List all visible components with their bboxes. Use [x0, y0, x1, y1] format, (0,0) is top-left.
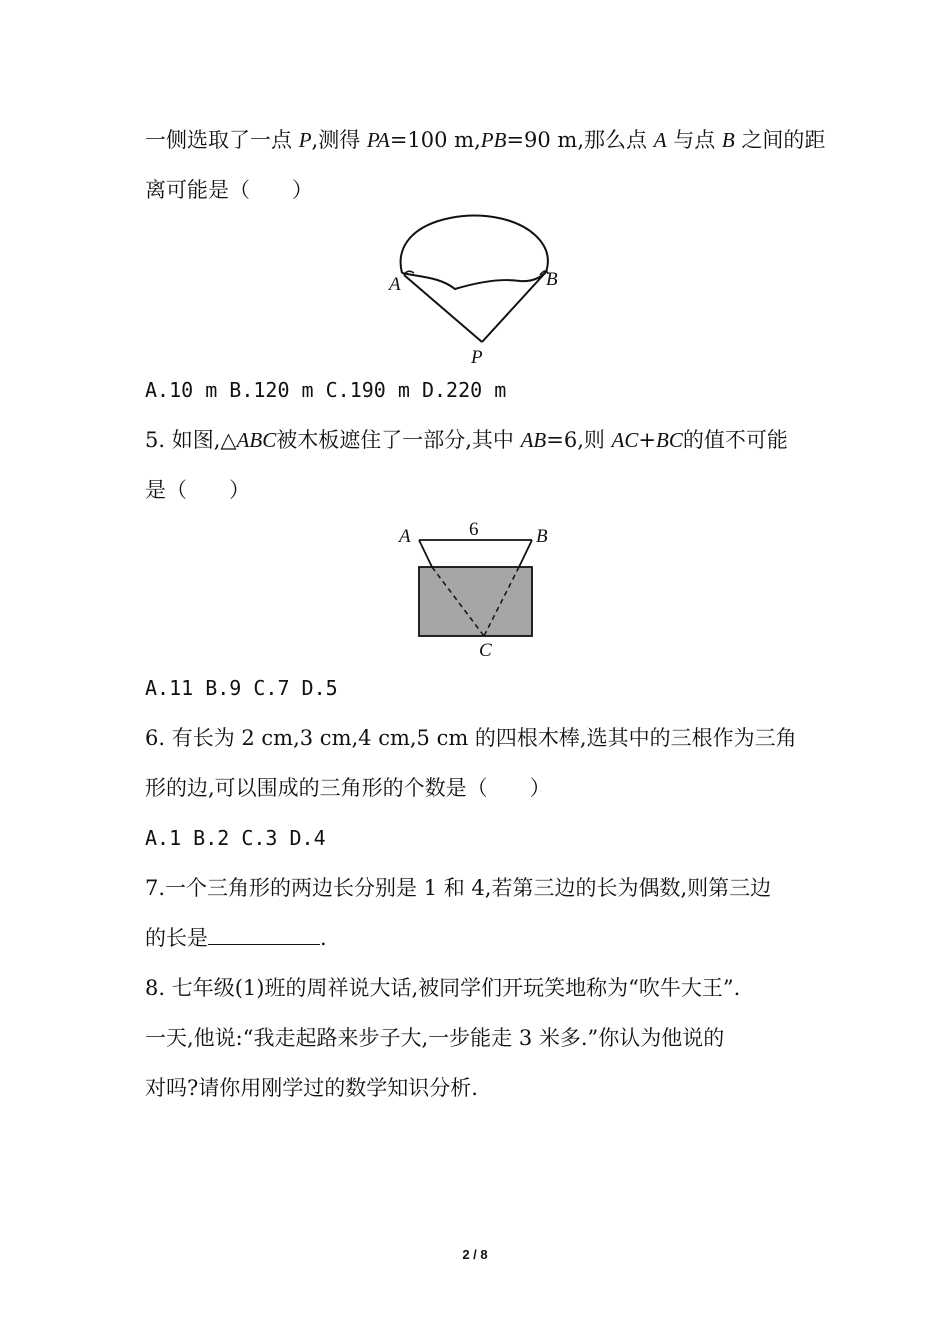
q5-text-line-2: 是（ ） [145, 478, 250, 502]
triangle-abc: ABC [236, 428, 277, 452]
segment-pb: PB [480, 128, 507, 152]
q5-text-line-1 [145, 426, 788, 454]
text-run: 被木板遮住了一部分,其中 [276, 428, 521, 452]
segment-pa: PA [366, 128, 390, 152]
q4-text-line-2: 离可能是（ ） [145, 178, 313, 202]
segment-pb-line [482, 272, 546, 342]
point-b: B [721, 128, 735, 152]
label-a: A [389, 274, 401, 295]
q6-text-line-2: 形的边,可以围成的三角形的个数是（ ） [145, 776, 551, 800]
q6-text-line-1: 6. 有长为 2 cm,3 cm,4 cm,5 cm 的四根木棒,选其中的三根作为三角 [145, 726, 797, 750]
label-b: B [536, 526, 548, 547]
text-run: 之间的距 [734, 128, 826, 152]
plus-sign: + [638, 428, 656, 452]
label-p: P [471, 347, 483, 368]
text-run: 一侧选取了一点 [145, 128, 299, 152]
q4-text-line-1 [145, 126, 825, 154]
pond-outline-bottom [402, 272, 546, 289]
text-run: 的值不可能 [682, 428, 788, 452]
point-a: A [653, 128, 667, 152]
label-b: B [546, 269, 558, 290]
q5-triangle-board-figure [390, 512, 560, 662]
pond-edge-detail [404, 271, 548, 275]
pond-outline-top [401, 216, 548, 273]
q5-options: A.11 B.9 C.7 D.5 [145, 676, 338, 700]
text-run: =100 m, [389, 128, 481, 152]
q4-pond-figure [380, 205, 580, 373]
q6-options: A.1 B.2 C.3 D.4 [145, 826, 326, 850]
q4-options: A.10 m B.120 m C.190 m D.220 m [145, 378, 507, 402]
q8-text-line-2: 一天,他说:“我走起路来步子大,一步能走 3 米多.”你认为他说的 [145, 1026, 725, 1050]
q7-text-line-1: 7.一个三角形的两边长分别是 1 和 4,若第三边的长为偶数,则第三边 [145, 876, 772, 900]
side-bc-visible [519, 540, 532, 567]
page-number: 2 / 8 [462, 1247, 488, 1262]
point-p: P [298, 128, 312, 152]
text-run: ,测得 [311, 128, 367, 152]
segment-ac: AC [611, 428, 639, 452]
text-run: . [320, 926, 327, 950]
q8-text-line-3: 对吗?请你用刚学过的数学知识分析. [145, 1076, 478, 1100]
side-ac-visible [419, 540, 432, 567]
label-side-length: 6 [469, 519, 479, 540]
text-run: =90 m,那么点 [506, 128, 654, 152]
label-a: A [399, 526, 411, 547]
label-c: C [479, 640, 492, 661]
segment-ab: AB [520, 428, 547, 452]
q7-text-line-2 [145, 924, 327, 952]
text-run: 与点 [666, 128, 722, 152]
text-run: 的长是 [145, 926, 208, 950]
q8-text-line-1: 8. 七年级(1)班的周祥说大话,被同学们开玩笑地称为“吹牛大王”. [145, 976, 741, 1000]
text-run: =6,则 [546, 428, 612, 452]
answer-blank[interactable] [208, 924, 320, 945]
text-run: 5. 如图,△ [145, 428, 237, 452]
segment-bc: BC [656, 428, 683, 452]
